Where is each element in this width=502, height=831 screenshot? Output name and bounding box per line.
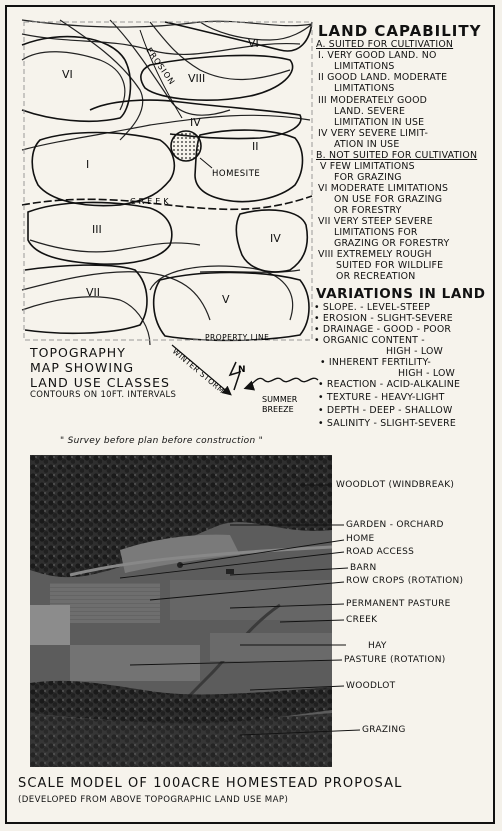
variation-item: • DRAINAGE - GOOD - POOR: [314, 324, 452, 335]
summer-breeze-label: BREEZE: [262, 405, 294, 414]
variation-item: • INHERENT FERTILITY-: [320, 357, 431, 368]
zone-label: V: [222, 293, 230, 306]
model-label: PERMANENT PASTURE: [346, 599, 451, 609]
zone-label: I: [86, 158, 90, 171]
topography-line: TOPOGRAPHY: [30, 345, 126, 360]
model-caption-title: SCALE MODEL OF 100ACRE HOMESTEAD PROPOSAL: [18, 776, 403, 791]
model-label: WOODLOT (WINDBREAK): [336, 480, 455, 490]
legend-line: V FEW LIMITATIONS: [320, 161, 415, 172]
zone-label: IV: [270, 232, 281, 245]
creek-label: CREEK: [130, 197, 172, 206]
model-label: PASTURE (ROTATION): [344, 655, 446, 665]
zone-label: VI: [248, 37, 259, 50]
model-label: HAY: [368, 641, 387, 651]
zone-label: VII: [86, 286, 101, 299]
legend-line: LIMITATIONS FOR: [334, 227, 418, 238]
variation-item: • SALINITY - SLIGHT-SEVERE: [318, 418, 456, 429]
legend-line: LIMITATION IN USE: [334, 117, 425, 128]
variations-title: VARIATIONS IN LAND: [316, 286, 486, 302]
variation-item: • DEPTH - DEEP - SHALLOW: [318, 405, 453, 416]
erosion-label: EROSION: [144, 45, 177, 87]
legend-line: FOR GRAZING: [334, 172, 402, 183]
land-capability-title: LAND CAPABILITY: [318, 22, 482, 40]
winter-storm-label: WINTER STORM: [170, 346, 227, 396]
variation-item: • TEXTURE - HEAVY-LIGHT: [318, 392, 445, 403]
variation-item: • ORGANIC CONTENT -: [314, 335, 425, 346]
model-label: CREEK: [346, 615, 378, 625]
model-caption-subtitle: (DEVELOPED FROM ABOVE TOPOGRAPHIC LAND USE MAP): [18, 795, 289, 805]
legend-line: OR FORESTRY: [334, 205, 402, 216]
model-label: HOME: [346, 534, 375, 544]
model-label: ROW CROPS (ROTATION): [346, 576, 464, 586]
legend-line: LIMITATIONS: [334, 83, 395, 94]
variation-item: • SLOPE. - LEVEL-STEEP: [314, 302, 431, 313]
summer-breeze-label: SUMMER: [262, 395, 298, 404]
model-label: WOODLOT: [346, 681, 396, 691]
legend-line: VIII EXTREMELY ROUGH: [318, 249, 432, 260]
legend-line: III MODERATELY GOOD: [318, 95, 428, 106]
legend-line: VII VERY STEEP SEVERE: [318, 216, 433, 227]
north-label: N: [238, 365, 246, 375]
legend-line: ON USE FOR GRAZING: [334, 194, 443, 205]
zone-label: IV: [190, 116, 201, 129]
variation-item: • REACTION - ACID-ALKALINE: [318, 379, 461, 390]
homesite-label: HOMESITE: [212, 169, 261, 179]
zone-label: VI: [62, 68, 73, 81]
variation-item: HIGH - LOW: [398, 368, 456, 379]
legend-line: II GOOD LAND. MODERATE: [318, 72, 448, 83]
legend-line: SUITED FOR WILDLIFE: [336, 260, 444, 271]
legend-line: ATION IN USE: [334, 139, 400, 150]
model-label: ROAD ACCESS: [346, 547, 415, 557]
zone-label: III: [92, 223, 102, 236]
legend-line: B. NOT SUITED FOR CULTIVATION: [316, 150, 478, 161]
legend-line: GRAZING OR FORESTRY: [334, 238, 450, 249]
variation-item: • EROSION - SLIGHT-SEVERE: [314, 313, 453, 324]
contours-note: CONTOURS ON 10FT. INTERVALS: [30, 390, 177, 400]
legend-line: A. SUITED FOR CULTIVATION: [316, 39, 454, 50]
variation-item: HIGH - LOW: [386, 346, 444, 357]
legend-line: VI MODERATE LIMITATIONS: [318, 183, 449, 194]
legend-line: LAND. SEVERE: [334, 106, 406, 117]
zone-label: II: [252, 140, 259, 153]
model-label: GRAZING: [362, 725, 406, 735]
topography-line: LAND USE CLASSES: [30, 375, 170, 390]
legend-line: LIMITATIONS: [334, 61, 395, 72]
property-line-label: PROPERTY LINE: [205, 333, 270, 342]
legend-line: OR RECREATION: [336, 271, 416, 282]
model-label: BARN: [350, 563, 377, 573]
legend-line: I. VERY GOOD LAND. NO: [318, 50, 437, 61]
survey-quote: " Survey before plan before construction ": [60, 436, 264, 446]
topography-line: MAP SHOWING: [30, 360, 135, 375]
model-label: GARDEN - ORCHARD: [346, 520, 444, 530]
legend-line: IV VERY SEVERE LIMIT-: [318, 128, 429, 139]
zone-label: VIII: [188, 72, 206, 85]
